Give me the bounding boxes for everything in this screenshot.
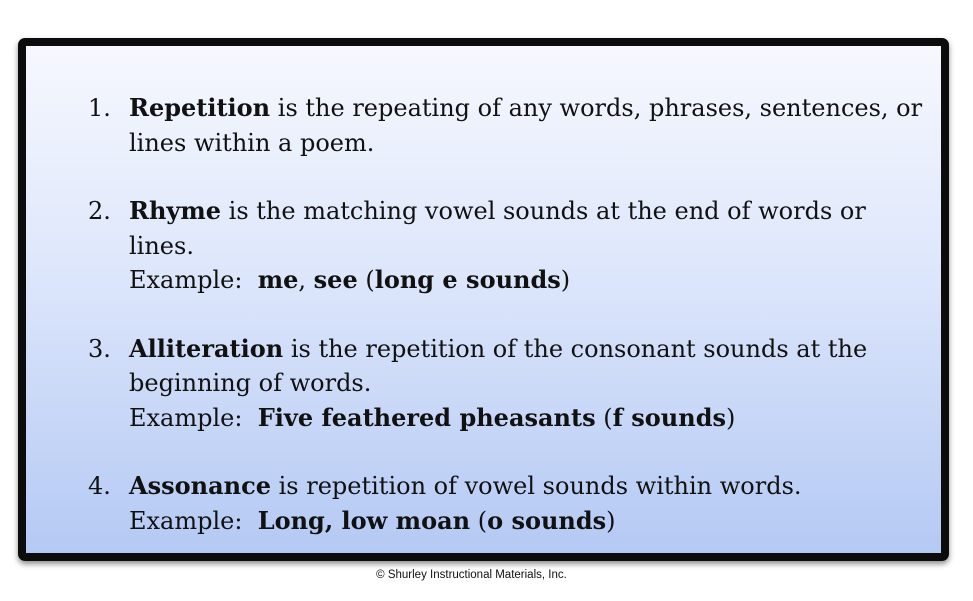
example-line-rhyme (129, 266, 570, 294)
copyright-footer: © Shurley Instructional Materials, Inc. (376, 569, 567, 581)
term-alliteration: Alliteration (129, 333, 284, 363)
example-phrase: Long, low moan (257, 505, 471, 535)
definition-repetition: is the repeating of any words, phrases, sentences, or lines within a poem. (129, 94, 923, 157)
example-separator: , (298, 266, 314, 294)
example-phrase: Five feathered pheasants (257, 402, 596, 432)
definition-assonance: is repetition of vowel sounds within words. (270, 472, 802, 500)
term-assonance: Assonance (129, 471, 271, 500)
example-label: Example: (129, 506, 258, 535)
list-item-assonance (88, 469, 938, 538)
term-repetition: Repetition (129, 93, 271, 122)
poetry-terms-list (88, 91, 938, 572)
example-paren-open: ( (595, 403, 613, 432)
example-paren-open: ( (357, 266, 375, 294)
list-item-repetition (88, 91, 938, 160)
definition-rhyme: is the matching vowel sounds at the end of words or lines. (129, 197, 866, 260)
example-paren-open: ( (470, 506, 488, 535)
item-number: 2. (88, 197, 111, 225)
item-number: 1. (88, 94, 111, 122)
example-note: long e sounds (374, 265, 561, 294)
example-label: Example: (129, 266, 258, 294)
example-word-see: see (313, 265, 358, 294)
slide-frame (18, 38, 949, 561)
example-note: f sounds (612, 402, 726, 432)
example-paren-close: ) (726, 403, 736, 432)
example-label: Example: (129, 403, 258, 432)
example-note: o sounds (487, 505, 607, 535)
example-paren-close: ) (606, 506, 616, 535)
term-rhyme: Rhyme (129, 196, 222, 225)
definition-alliteration: is the repetition of the consonant sounds at the beginning of words. (129, 334, 868, 397)
item-text (129, 335, 867, 398)
example-paren-close: ) (560, 266, 571, 294)
list-item-rhyme (88, 194, 938, 298)
item-text (129, 94, 922, 157)
example-word-me: me (257, 265, 299, 294)
example-line-alliteration (129, 404, 735, 432)
item-number: 3. (88, 334, 111, 363)
list-item-alliteration (88, 332, 938, 436)
example-line-assonance (129, 507, 616, 535)
item-text (129, 472, 802, 500)
item-text (129, 197, 866, 260)
item-number: 4. (88, 472, 111, 500)
